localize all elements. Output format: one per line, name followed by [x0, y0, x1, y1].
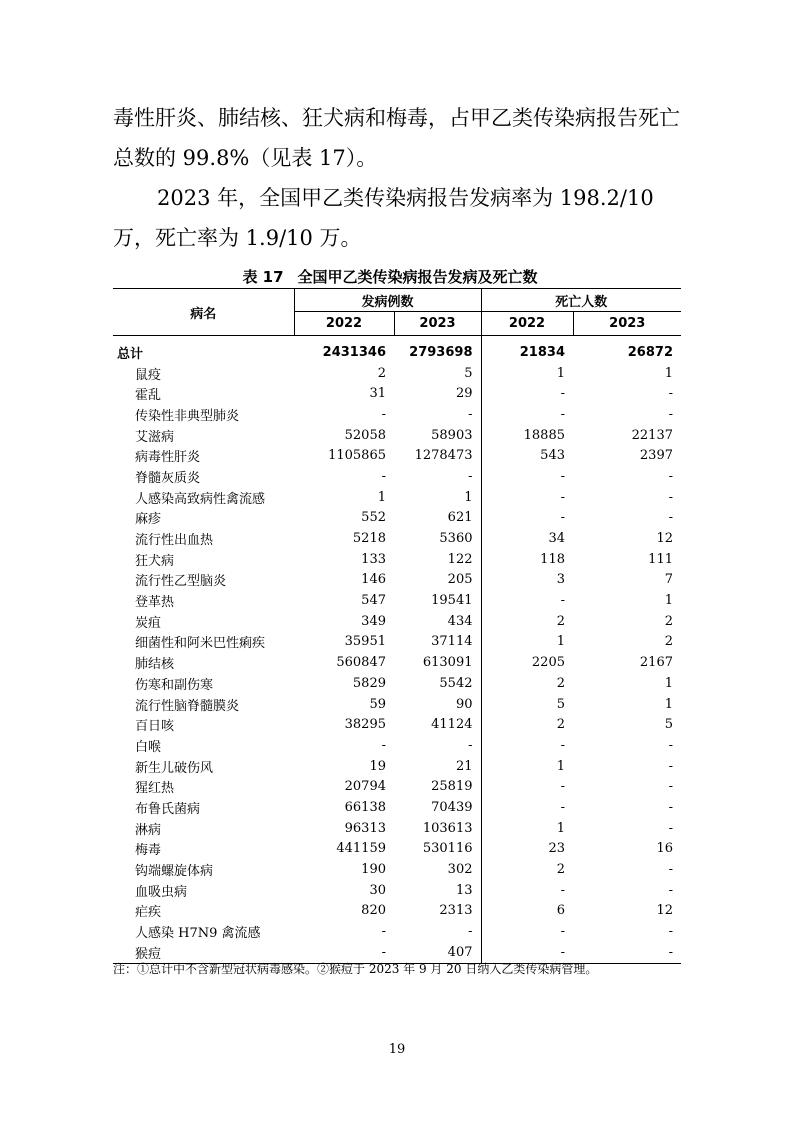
deaths-2022-cell: 6 [481, 901, 573, 922]
table-row [113, 839, 681, 860]
body-paragraph-2-text: 2023 年，全国甲乙类传染病报告发病率为 198.2/10 万，死亡率为 1.9/10 万。 [113, 186, 654, 250]
deaths-2023-cell: 2397 [639, 448, 673, 464]
header-cases-2022: 2022 [294, 312, 394, 336]
table-row [113, 508, 681, 529]
deaths-2023-cell: - [668, 510, 673, 526]
disease-name-cell: 艾滋病 [135, 429, 175, 445]
deaths-2023-cell: - [668, 862, 673, 878]
cases-2023-cell: 1278473 [414, 448, 473, 464]
table-row [113, 383, 681, 404]
deaths-2023-cell: - [668, 779, 673, 795]
cases-2023-cell: - [468, 406, 473, 422]
deaths-2023-cell: - [573, 942, 681, 963]
disease-name-cell: 新生儿破伤风 [135, 760, 214, 776]
table-number: 表 17 [242, 268, 284, 286]
table-row [113, 363, 681, 384]
deaths-2023-cell: 12 [656, 531, 673, 547]
body-paragraph-1: 毒性肝炎、肺结核、狂犬病和梅毒，占甲乙类传染病报告死亡总数的 99.8%（见表 17）。 [113, 106, 680, 170]
cases-2022-cell: - [381, 468, 386, 484]
cases-2022-cell: - [381, 737, 386, 753]
disease-name-cell: 病毒性肝炎 [135, 450, 201, 466]
table-row [113, 673, 681, 694]
cases-2022-cell: 547 [361, 593, 386, 609]
disease-name-cell: 脊髓灰质炎 [135, 470, 201, 486]
deaths-2023-cell: - [668, 799, 673, 815]
body-paragraph-2 [113, 178, 683, 258]
cases-2022-cell: 2 [377, 365, 386, 381]
deaths-2022-cell: 118 [481, 549, 573, 570]
cases-2023-cell: 407 [394, 942, 481, 963]
deaths-2023-cell: 1 [664, 696, 673, 712]
deaths-2022-cell: 3 [481, 570, 573, 591]
table-caption [113, 266, 681, 287]
cases-2022-cell: 133 [361, 551, 386, 567]
deaths-2023-cell: - [668, 924, 673, 940]
disease-name-cell: 麻疹 [135, 512, 162, 528]
deaths-2022-cell: - [481, 487, 573, 508]
deaths-2023-cell: - [668, 468, 673, 484]
header-deaths-2022: 2022 [481, 312, 573, 336]
disease-name-cell: 钩端螺旋体病 [135, 864, 214, 880]
deaths-2023-cell: 111 [648, 551, 673, 567]
deaths-2022-cell: 2205 [481, 652, 573, 673]
table-row [113, 466, 681, 487]
deaths-2022-cell: - [481, 383, 573, 404]
cases-2023-cell: 13 [455, 882, 473, 898]
cases-2023-cell: 58903 [431, 427, 473, 443]
table-row [113, 901, 681, 922]
table-row-total [113, 336, 681, 363]
deaths-2022-cell: 21834 [481, 336, 573, 363]
table-row [113, 611, 681, 632]
cases-2022-cell: 59 [369, 696, 386, 712]
deaths-2022-cell: 23 [481, 839, 573, 860]
disease-name-cell: 流行性脑脊髓膜炎 [135, 698, 240, 714]
disease-name-cell: 淋病 [135, 822, 162, 838]
disease-name-cell: 流行性乙型脑炎 [135, 574, 227, 590]
deaths-2023-cell: 16 [656, 841, 673, 857]
table-row [113, 528, 681, 549]
deaths-2023-cell: - [668, 386, 673, 402]
disease-name-cell: 百日咳 [135, 719, 175, 735]
cases-2022-cell: 349 [361, 613, 386, 629]
disease-name-cell: 人感染高致病性禽流感 [135, 491, 266, 507]
cases-2023-cell: 302 [447, 862, 473, 878]
deaths-2022-cell: 1 [481, 756, 573, 777]
cases-2022-cell: 441159 [336, 841, 386, 857]
cases-2023-cell: 103613 [422, 820, 473, 836]
deaths-2022-cell: 18885 [481, 425, 573, 446]
table-row [113, 487, 681, 508]
disease-name-cell: 霍乱 [135, 388, 162, 404]
disease-name-cell: 白喉 [135, 739, 162, 755]
cases-2022-cell: 190 [361, 862, 386, 878]
cases-2022-cell: 31 [369, 386, 386, 402]
cases-2023-cell: 19541 [431, 593, 473, 609]
cases-2022-cell: 5218 [352, 531, 386, 547]
disease-name-cell: 细菌性和阿米巴性痢疾 [135, 636, 266, 652]
cases-2022-cell: 560847 [336, 655, 386, 671]
cases-2023-cell: 70439 [431, 799, 473, 815]
cases-2022-cell: 552 [361, 510, 386, 526]
deaths-2022-cell: - [481, 508, 573, 529]
table-row [113, 797, 681, 818]
disease-name-cell: 伤寒和副伤寒 [135, 677, 214, 693]
table-footnote: 注：①总计中不含新型冠状病毒感染。②猴痘于 2023 年 9 月 20 日纳入乙类传染病管理。 [113, 962, 598, 976]
deaths-2023-cell: 1 [664, 675, 673, 691]
deaths-2023-cell: 1 [664, 593, 673, 609]
cases-2023-cell: 621 [447, 510, 473, 526]
cases-2022-cell: 1 [377, 489, 386, 505]
deaths-2023-cell: - [668, 489, 673, 505]
disease-name-cell: 人感染 H7N9 禽流感 [135, 926, 261, 942]
deaths-2022-cell: - [481, 880, 573, 901]
header-deaths-2023: 2023 [573, 312, 681, 336]
cases-2023-cell: 29 [455, 386, 473, 402]
disease-name-cell: 肺结核 [135, 657, 175, 673]
cases-2023-cell: 1 [464, 489, 473, 505]
deaths-2023-cell: - [668, 820, 673, 836]
cases-2023-cell: 5542 [439, 675, 473, 691]
deaths-2023-cell: - [668, 758, 673, 774]
table-row [113, 549, 681, 570]
deaths-2022-cell: - [481, 921, 573, 942]
disease-name-cell: 猴痘 [113, 942, 294, 963]
cases-2023-cell: 205 [447, 572, 473, 588]
table-row [113, 859, 681, 880]
deaths-2023-cell: 1 [664, 365, 673, 381]
cases-2022-cell: 30 [369, 882, 386, 898]
table-row [113, 570, 681, 591]
cases-2023-cell: 5 [464, 365, 473, 381]
cases-2022-cell: 19 [369, 758, 386, 774]
table-row [113, 652, 681, 673]
table-row [113, 694, 681, 715]
deaths-2022-cell: - [481, 404, 573, 425]
table-row [113, 632, 681, 653]
header-disease-name: 病名 [113, 289, 294, 336]
cases-2022-cell: 38295 [344, 717, 386, 733]
cases-2023-cell: 37114 [431, 634, 473, 650]
cases-2023-cell: 2313 [439, 903, 473, 919]
disease-name-cell: 血吸虫病 [135, 884, 188, 900]
table-title: 全国甲乙类传染病报告发病及死亡数 [297, 268, 538, 286]
disease-name-cell: 猩红热 [135, 781, 175, 797]
table-row [113, 714, 681, 735]
cases-2023-cell: 25819 [431, 779, 473, 795]
cases-2023-cell: - [468, 468, 473, 484]
disease-statistics-table [113, 288, 681, 964]
cases-2023-cell: - [468, 737, 473, 753]
deaths-2022-cell: 2 [481, 859, 573, 880]
disease-name-cell: 登革热 [135, 595, 175, 611]
deaths-2023-cell: - [668, 737, 673, 753]
deaths-2022-cell: 5 [481, 694, 573, 715]
deaths-2022-cell: 2 [481, 673, 573, 694]
deaths-2023-cell: 2167 [639, 655, 673, 671]
table-row [113, 445, 681, 466]
table-row [113, 921, 681, 942]
deaths-2022-cell: - [481, 797, 573, 818]
cases-2023-cell: 21 [455, 758, 473, 774]
table-row [113, 735, 681, 756]
cases-2023-cell: 122 [447, 551, 473, 567]
deaths-2023-cell: 26872 [627, 344, 673, 360]
deaths-2023-cell: 22137 [631, 427, 673, 443]
disease-name-cell: 总计 [117, 346, 144, 362]
deaths-2022-cell: 1 [481, 632, 573, 653]
deaths-2023-cell: 2 [664, 613, 673, 629]
cases-2022-cell: - [294, 942, 394, 963]
table-row [113, 590, 681, 611]
deaths-2022-cell: - [481, 590, 573, 611]
cases-2023-cell: 613091 [422, 655, 473, 671]
cases-2022-cell: 66138 [344, 799, 386, 815]
disease-name-cell: 鼠疫 [135, 367, 162, 383]
disease-name-cell: 流行性出血热 [135, 533, 214, 549]
table-row [113, 776, 681, 797]
table-row [113, 425, 681, 446]
deaths-2022-cell: - [481, 466, 573, 487]
deaths-2022-cell: - [481, 776, 573, 797]
deaths-2022-cell: 1 [481, 818, 573, 839]
cases-2022-cell: 820 [361, 903, 386, 919]
disease-name-cell: 传染性非典型肺炎 [135, 408, 240, 424]
deaths-2023-cell: 7 [664, 572, 673, 588]
page-number: 19 [388, 1042, 406, 1057]
table-row [113, 404, 681, 425]
deaths-2022-cell: 2 [481, 611, 573, 632]
deaths-2022-cell: 543 [481, 445, 573, 466]
cases-2022-cell: 1105865 [328, 448, 386, 464]
cases-2022-cell: 35951 [344, 634, 386, 650]
cases-2022-cell: 20794 [344, 779, 386, 795]
cases-2022-cell: 96313 [344, 820, 386, 836]
cases-2022-cell: - [381, 406, 386, 422]
disease-name-cell: 布鲁氏菌病 [135, 801, 201, 817]
cases-2023-cell: 2793698 [409, 344, 473, 360]
cases-2023-cell: 530116 [422, 841, 473, 857]
header-cases-2023: 2023 [394, 312, 481, 336]
table-row [113, 818, 681, 839]
disease-name-cell: 疟疾 [135, 905, 162, 921]
cases-2023-cell: 434 [447, 613, 473, 629]
header-deaths: 死亡人数 [481, 289, 681, 312]
table-row [113, 756, 681, 777]
deaths-2023-cell: - [668, 406, 673, 422]
deaths-2022-cell: - [481, 942, 573, 963]
cases-2022-cell: - [381, 924, 386, 940]
cases-2022-cell: 2431346 [322, 344, 386, 360]
cases-2023-cell: 90 [455, 696, 473, 712]
header-cases: 发病例数 [294, 289, 481, 312]
cases-2023-cell: 41124 [431, 717, 473, 733]
deaths-2022-cell: - [481, 735, 573, 756]
deaths-2023-cell: 5 [664, 717, 673, 733]
deaths-2023-cell: 2 [664, 634, 673, 650]
deaths-2023-cell: 12 [656, 903, 673, 919]
cases-2022-cell: 52058 [344, 427, 386, 443]
deaths-2022-cell: 2 [481, 714, 573, 735]
cases-2022-cell: 5829 [352, 675, 386, 691]
deaths-2023-cell: - [668, 882, 673, 898]
disease-name-cell: 梅毒 [135, 843, 162, 859]
disease-name-cell: 狂犬病 [135, 553, 175, 569]
cases-2022-cell: 146 [361, 572, 386, 588]
cases-2023-cell: 5360 [439, 531, 473, 547]
deaths-2022-cell: 34 [481, 528, 573, 549]
deaths-2022-cell: 1 [481, 363, 573, 384]
table-row [113, 880, 681, 901]
cases-2023-cell: - [468, 924, 473, 940]
disease-name-cell: 炭疽 [135, 615, 162, 631]
